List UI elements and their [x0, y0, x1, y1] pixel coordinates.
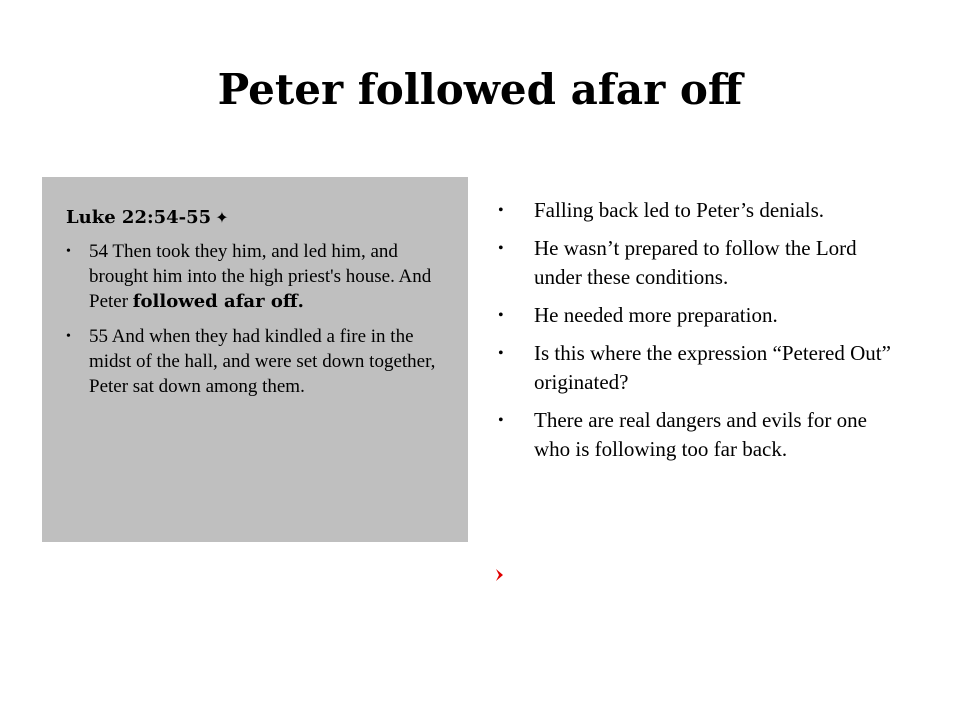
verse-55: [66, 324, 454, 399]
point-item: • Is this where the expression “Petered Out” originated?: [496, 339, 896, 397]
verse-54-text: 54 Then took they him, and led him, and brought him into the high priest's house. And Peter: [89, 241, 432, 312]
verse-list: [66, 239, 454, 399]
point-item: • There are real dangers and evils for one who is following too far back.: [496, 406, 896, 464]
points-list: [496, 196, 896, 473]
scripture-panel: [42, 177, 468, 542]
scripture-reference-text: Luke 22:54-55: [66, 207, 212, 228]
verse-55-text: 55 And when they had kindled a fire in the midst of the hall, and were set down together, Peter sat down among them.: [89, 326, 436, 397]
point-item: • He wasn’t prepared to follow the Lord under these conditions.: [496, 234, 896, 292]
point-item: • Falling back led to Peter’s denials.: [496, 196, 896, 225]
slide-title: Peter followed afar off: [217, 65, 743, 114]
star-icon: ✦: [215, 208, 229, 227]
scripture-reference: [66, 205, 454, 231]
point-item: • He needed more preparation.: [496, 301, 896, 330]
red-diamond-bullet-shape: [496, 569, 504, 581]
verse-54-emphasis: followed afar off.: [132, 291, 304, 312]
verse-54: [66, 239, 454, 314]
red-diamond-bullet-icon: [496, 568, 504, 584]
